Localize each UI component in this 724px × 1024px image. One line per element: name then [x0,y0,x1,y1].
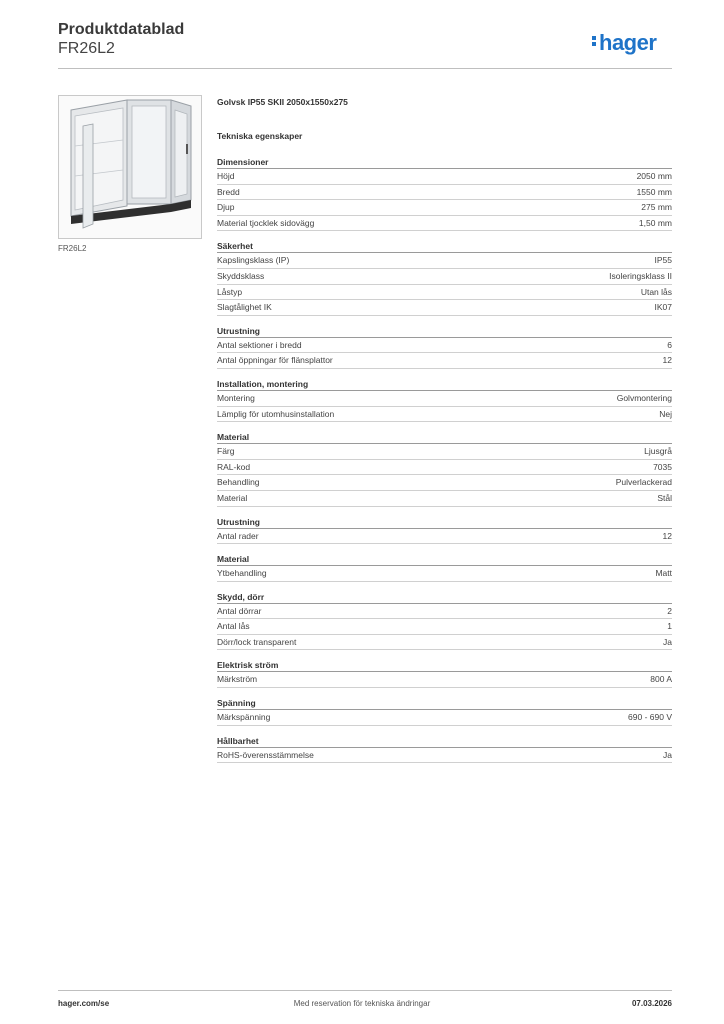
section-title: Hållbarhet [217,735,672,748]
header-divider [58,68,672,69]
spec-row [217,200,672,216]
spec-label: Montering [217,392,255,403]
footer-note: Med reservation för tekniska ändringar [293,999,431,1008]
section-title: Utrustning [217,325,672,338]
footer-website: hager.com/se [58,999,110,1008]
spec-label: Ytbehandling [217,568,267,579]
spec-value: 1 [667,621,672,632]
image-caption: FR26L2 [58,244,87,253]
footer-divider [58,990,672,991]
spec-label: Behandling [217,477,260,488]
spec-row [217,460,672,476]
spec-row [217,216,672,232]
spec-label: Kapslingsklass (IP) [217,255,290,266]
spec-value: Utan lås [640,286,672,297]
spec-row [217,619,672,635]
spec-row [217,353,672,369]
spec-row [217,748,672,764]
spec-row [217,391,672,407]
spec-label: Antal lås [217,621,250,632]
spec-label: Skyddsklass [217,270,265,281]
spec-value: Pulverlackerad [615,477,672,488]
brand-logo [592,30,656,56]
technical-properties-heading: Tekniska egenskaper [217,131,303,141]
spec-label: Djup [217,202,235,213]
product-image [58,95,202,239]
section-title: Spänning [217,697,672,710]
spec-value: 12 [662,355,672,366]
spec-value: 800 A [650,674,672,685]
spec-value: 7035 [653,461,672,472]
spec-label: Låstyp [217,286,243,297]
spec-label: Slagtålighet IK [217,302,272,313]
spec-value: 690 - 690 V [628,712,672,723]
spec-value: Isoleringsklass II [609,270,672,281]
spec-value: Golvmontering [616,392,672,403]
spec-value: 6 [667,339,672,350]
spec-label: Märkström [217,674,258,685]
specification-table [217,156,672,763]
spec-value: IP55 [654,255,672,266]
section-title: Material [217,553,672,566]
spec-label: RoHS-överensstämmelse [217,749,314,760]
spec-row [217,710,672,726]
spec-value: Matt [655,568,672,579]
spec-row [217,185,672,201]
spec-value: Ja [663,636,672,647]
spec-label: Antal rader [217,530,259,541]
brand-name: hager [599,30,657,55]
spec-label: Antal sektioner i bredd [217,339,302,350]
spec-label: Bredd [217,186,240,197]
spec-row [217,169,672,185]
section-title: Skydd, dörr [217,591,672,604]
spec-row [217,285,672,301]
spec-row [217,529,672,545]
spec-row [217,566,672,582]
section-title: Dimensioner [217,156,672,169]
document-title: Produktdatablad [58,21,185,38]
spec-label: Höjd [217,171,235,181]
spec-value: Ja [663,749,672,760]
spec-row [217,338,672,354]
spec-label: Antal dörrar [217,605,262,616]
spec-value: Ljusgrå [644,446,672,457]
section-title: Material [217,431,672,444]
section-title: Utrustning [217,516,672,529]
article-number: FR26L2 [58,40,115,57]
product-name: Golvsk IP55 SKII 2050x1550x275 [217,97,348,107]
spec-label: Dörr/lock transparent [217,636,297,647]
spec-label: Lämplig för utomhusinstallation [217,408,335,419]
section-title: Installation, montering [217,378,672,391]
spec-value: 12 [662,530,672,541]
spec-value: Nej [659,408,672,419]
spec-value: Stål [657,492,672,503]
cabinet-illustration-icon [59,96,201,238]
spec-row [217,672,672,688]
spec-row [217,407,672,423]
spec-value: 1550 mm [636,186,672,197]
spec-value: 275 mm [641,202,672,213]
spec-row [217,475,672,491]
logo-dots-icon [592,34,597,48]
spec-row [217,269,672,285]
spec-value: 1,50 mm [638,217,672,228]
spec-row [217,491,672,507]
spec-row [217,635,672,651]
spec-label: Färg [217,446,235,457]
spec-value: 2 [667,605,672,616]
spec-label: Antal öppningar för flänsplattor [217,355,333,366]
spec-row [217,604,672,620]
spec-value: IK07 [654,302,672,313]
spec-label: Märkspänning [217,712,271,723]
spec-value: 2050 mm [636,171,672,181]
spec-label: RAL-kod [217,461,251,472]
spec-row [217,253,672,269]
spec-row [217,444,672,460]
footer-date: 07.03.2026 [631,999,672,1008]
section-title: Elektrisk ström [217,659,672,672]
spec-label: Material tjocklek sidovägg [217,217,315,228]
section-title: Säkerhet [217,240,672,253]
spec-row [217,300,672,316]
spec-label: Material [217,492,248,503]
